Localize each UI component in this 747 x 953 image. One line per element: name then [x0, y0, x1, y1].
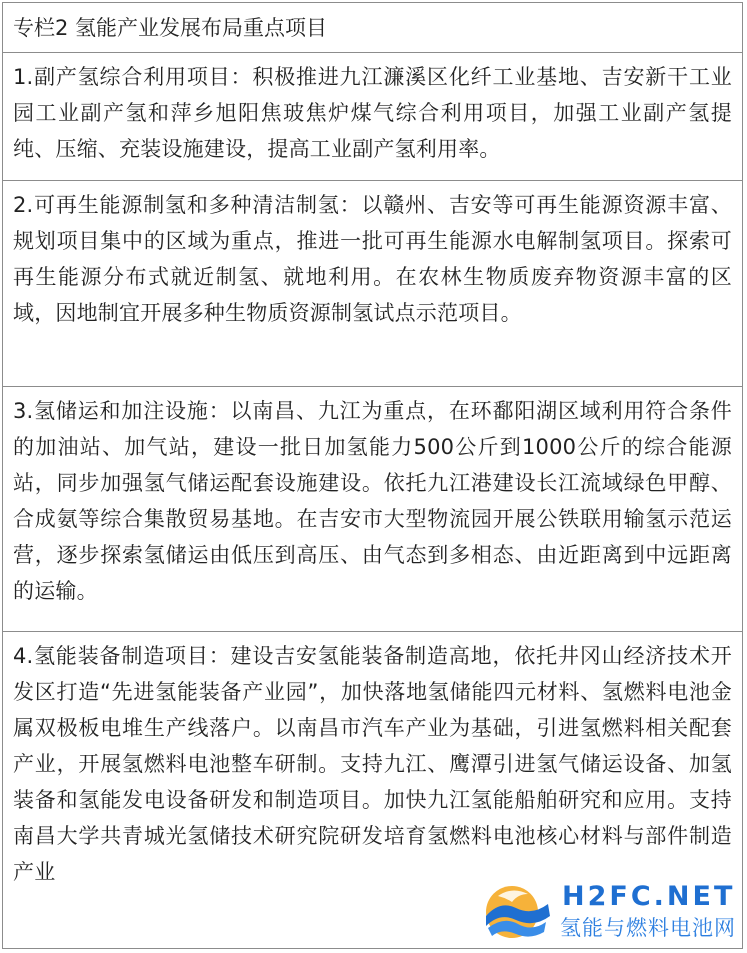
watermark-subtitle: 氢能与燃料电池网: [560, 916, 736, 940]
watermark-brand: H2FC.NET: [562, 881, 736, 912]
h2fc-logo-icon: [478, 882, 556, 942]
table-title: 专栏2 氢能产业发展布局重点项目: [3, 3, 742, 53]
key-projects-table: [2, 2, 743, 949]
site-watermark: [478, 880, 740, 944]
project-item-1: 1.副产氢综合利用项目：积极推进九江濂溪区化纤工业基地、吉安新干工业园工业副产氢和萍乡旭阳焦玻焦炉煤气综合利用项目，加强工业副产氢提纯、压缩、充装设施建设，提高工业副产氢利用率。: [3, 53, 742, 181]
project-item-4: 4.氢能装备制造项目：建设吉安氢能装备制造高地，依托井冈山经济技术开发区打造“先进氢能装备产业园”，加快落地氢储能四元材料、氢燃料电池金属双极板电堆生产线落户。以南昌市汽车产业为基础，引进氢燃料相关配套产业，开展氢燃料电池整车研制。支持九江、鹰潭引进氢气储运设备、加氢装备和氢能发电设备研发和制造项目。加快九江氢能船舶研究和应用。支持南昌大学共青城光氢储技术研究院研发培育氢燃料电池核心材料与部件制造产业: [13, 644, 732, 884]
project-item-3: 3.氢储运和加注设施：以南昌、九江为重点，在环鄱阳湖区域利用符合条件的加油站、加气站，建设一批日加氢能力500公斤到1000公斤的综合能源站，同步加强氢气储运配套设施建设。依托九江港建设长江流域绿色甲醇、合成氨等综合集散贸易基地。在吉安市大型物流园开展公铁联用输氢示范运营，逐步探索氢储运由低压到高压、由气态到多相态、由近距离到中远距离的运输。: [3, 387, 742, 632]
project-item-2: 2.可再生能源制氢和多种清洁制氢：以赣州、吉安等可再生能源资源丰富、规划项目集中的区域为重点，推进一批可再生能源水电解制氢项目。探索可再生能源分布式就近制氢、就地利用。在农林生物质废弃物资源丰富的区域，因地制宜开展多种生物质资源制氢试点示范项目。: [3, 181, 742, 387]
